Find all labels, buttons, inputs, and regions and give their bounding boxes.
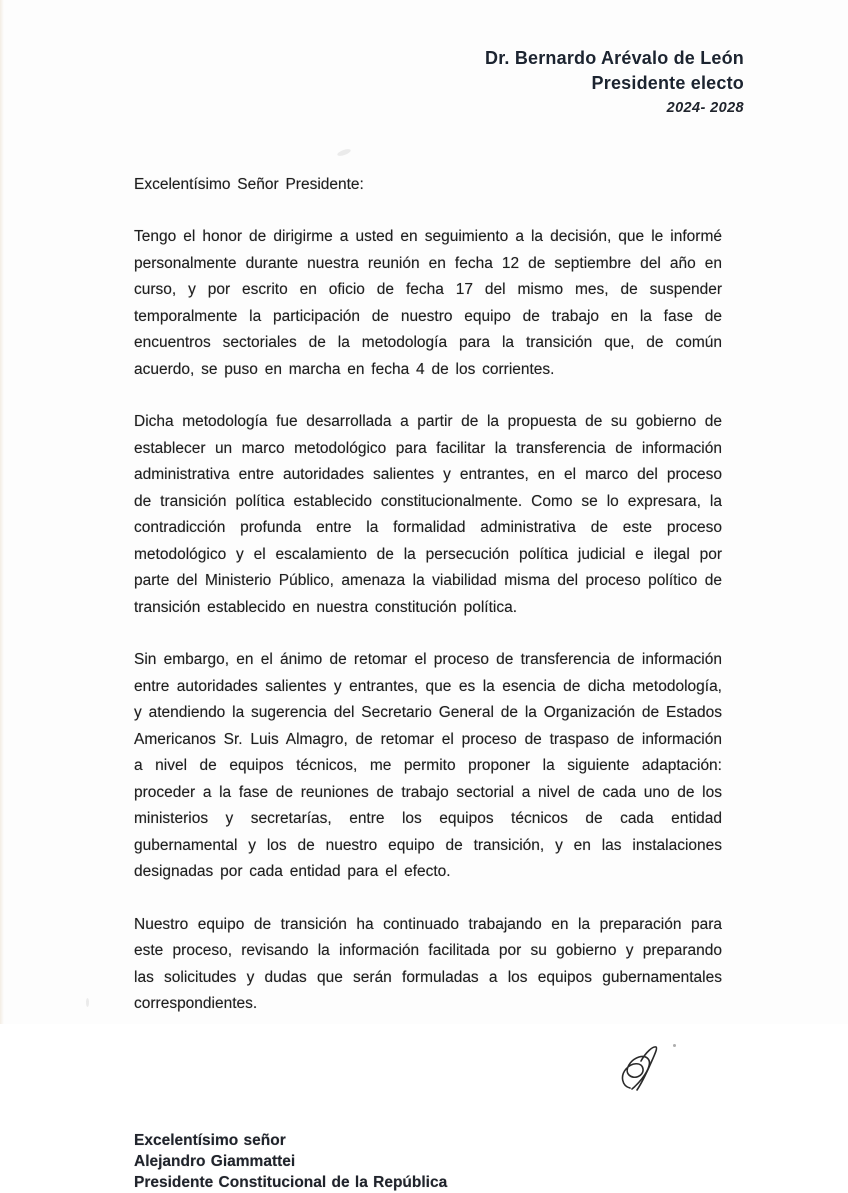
paragraph-1: Tengo el honor de dirigirme a usted en seguimiento a la decisión, que le informé personalmente durante nuestra reunión en fecha 12 de septiembre del año en curso, y por escrito en oficio de fecha 17 del mismo mes, de suspender temporalmente la participación de nuestro equipo de trabajo en la fase de encuentros sectoriales de la metodología para la transición que, de común acuerdo, se puso en marcha en fecha 4 de los corrientes. [134, 228, 722, 378]
closing-block [134, 1130, 722, 1193]
closing-honorific: Excelentísimo señor [134, 1131, 286, 1149]
paragraph-3: Sin embargo, en el ánimo de retomar el proceso de transferencia de información entre autoridades salientes y entrantes, que es la esencia de dicha metodología, y atendiendo la sugerencia del Secretario General de la Organización de Estados Americanos Sr. Luis Almagro, de retomar el proceso de traspaso de información a nivel de equipos técnicos, me permito proponer la siguiente adaptación: proceder a la fase de reuniones de trabajo sectorial a nivel de cada uno de los ministerios y secretarías, entre los equipos técnicos de cada entidad gubernamental y los de nuestro equipo de transición, y en las instalaciones designadas por cada entidad para el efecto. [134, 651, 722, 881]
scan-smudge [86, 998, 89, 1007]
ink-dot [673, 1044, 676, 1047]
sender-name: Dr. Bernardo Arévalo de León [485, 48, 744, 68]
paragraph-4: Nuestro equipo de transición ha continuado trabajando en la preparación para este proceso, revisando la información facilitada por su gobierno y preparando las solicitudes y dudas que serán formuladas a los equipos gubernamentales correspondientes. [134, 915, 722, 1013]
scan-smudge [337, 148, 352, 157]
addressee-title: Presidente Constitucional de la República [134, 1173, 448, 1191]
letterhead [0, 0, 848, 118]
salutation: Excelentísimo Señor Presidente: [134, 175, 364, 193]
signature-area [134, 1038, 722, 1100]
letter-body [0, 172, 848, 1193]
paragraph-2: Dicha metodología fue desarrollada a partir de la propuesta de su gobierno de establecer un marco metodológico para facilitar la transferencia de información administrativa entre autoridades salientes y entrantes, en el marco del proceso de transición política establecido constitucionalmente. Como se lo expresara, la contradicción profunda entre la formalidad administrativa de este proceso metodológico y el escalamiento de la persecución política judicial e ilegal por parte del Ministerio Público, amenaza la viabilidad misma del proceso político de transición establecido en nuestra constitución política. [134, 413, 722, 616]
term-years: 2024- 2028 [666, 99, 744, 116]
sender-title: Presidente electo [591, 72, 744, 93]
signature-flourish-icon [608, 1038, 670, 1100]
addressee-name: Alejandro Giammattei [134, 1152, 296, 1170]
